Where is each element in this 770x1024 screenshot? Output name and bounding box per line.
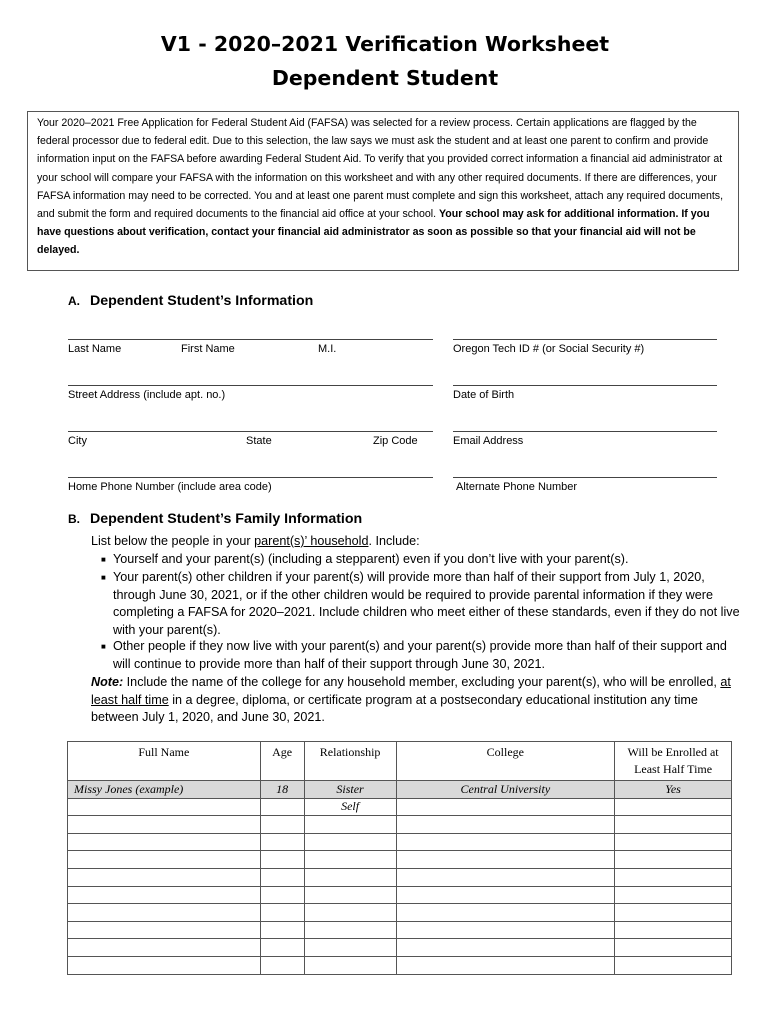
table-cell[interactable] — [68, 816, 261, 834]
header-full-name: Full Name — [68, 742, 261, 781]
last-name-label: Last Name — [68, 343, 122, 355]
table-cell[interactable] — [615, 868, 732, 886]
note-pre: Include the name of the college for any household member, excluding your parent(s), who will be enrolled, — [123, 675, 721, 689]
email-line[interactable] — [453, 431, 717, 432]
table-cell[interactable] — [304, 886, 396, 904]
section-b-letter: B. — [68, 512, 80, 526]
state-label: State — [246, 435, 272, 447]
table-cell[interactable] — [260, 921, 304, 939]
intro-box — [27, 111, 739, 271]
table-cell[interactable] — [68, 798, 261, 816]
table-cell[interactable] — [304, 904, 396, 922]
table-cell[interactable] — [304, 956, 396, 974]
table-cell[interactable] — [396, 921, 615, 939]
table-cell[interactable] — [396, 939, 615, 957]
bullet-square-icon: ■ — [101, 642, 106, 651]
table-cell[interactable] — [68, 956, 261, 974]
self-relationship: Self — [304, 798, 396, 816]
table-row[interactable] — [68, 939, 732, 957]
header-college: College — [396, 742, 615, 781]
table-cell[interactable] — [304, 939, 396, 957]
bullet-square-icon: ■ — [101, 573, 106, 582]
table-cell[interactable] — [260, 956, 304, 974]
table-row[interactable] — [68, 868, 732, 886]
lead-post: . Include: — [368, 534, 420, 548]
intro-bold-text-2: . If you have questions about verification, contact your financial aid administrator as soon as possible so that your financial aid will not be delayed. — [37, 208, 710, 257]
section-a-title: Dependent Student’s Information — [90, 293, 314, 309]
table-row[interactable] — [68, 921, 732, 939]
table-cell[interactable] — [615, 851, 732, 869]
table-cell[interactable] — [304, 816, 396, 834]
table-cell[interactable] — [260, 939, 304, 957]
table-row[interactable] — [68, 904, 732, 922]
section-a-heading — [68, 293, 313, 309]
example-relationship: Sister — [304, 781, 396, 799]
table-cell[interactable] — [260, 886, 304, 904]
zip-label: Zip Code — [373, 435, 418, 447]
example-age: 18 — [260, 781, 304, 799]
note-underline: at least half time — [91, 675, 731, 707]
header-enrolled: Will be Enrolled at Least Half Time — [615, 742, 732, 781]
table-cell[interactable] — [304, 921, 396, 939]
header-age: Age — [260, 742, 304, 781]
table-row[interactable] — [68, 833, 732, 851]
first-name-label: First Name — [181, 343, 235, 355]
table-header-row — [68, 742, 732, 781]
bullet-3-text: Other people if they now live with your parent(s) and your parent(s) provide more than half of their support and will continue to provide more than half of their support through June 30, 2021. — [113, 639, 727, 671]
table-cell[interactable] — [68, 851, 261, 869]
table-cell[interactable] — [68, 921, 261, 939]
table-cell[interactable] — [396, 851, 615, 869]
home-phone-line[interactable] — [68, 477, 433, 478]
dob-line[interactable] — [453, 385, 717, 386]
email-label: Email Address — [453, 435, 524, 447]
alt-phone-label: Alternate Phone Number — [456, 481, 578, 493]
table-cell[interactable] — [260, 904, 304, 922]
table-cell[interactable] — [396, 798, 615, 816]
table-row[interactable] — [68, 956, 732, 974]
table-cell[interactable] — [396, 816, 615, 834]
home-phone-label: Home Phone Number (include area code) — [68, 481, 272, 493]
table-cell[interactable] — [615, 904, 732, 922]
bullet-2-text: Your parent(s) other children if your parent(s) will provide more than half of their support from July 1, 2020, through June 30, 2021, or if the other children would be required to provide parental information if they were completing a FAFSA for 2020–2021. Include children who meet either of these standards, even if they do not live with your parent(s). — [113, 570, 740, 637]
table-cell[interactable] — [68, 833, 261, 851]
table-cell[interactable] — [615, 886, 732, 904]
table-cell[interactable] — [396, 868, 615, 886]
name-line[interactable] — [68, 339, 433, 340]
table-row-example — [68, 781, 732, 799]
table-cell[interactable] — [68, 868, 261, 886]
table-cell[interactable] — [304, 868, 396, 886]
note-label: Note: — [91, 675, 124, 689]
table-cell[interactable] — [260, 816, 304, 834]
id-line[interactable] — [453, 339, 717, 340]
table-cell[interactable] — [396, 886, 615, 904]
table-cell[interactable] — [615, 956, 732, 974]
section-b-lead — [91, 533, 741, 551]
table-cell[interactable] — [615, 798, 732, 816]
table-cell[interactable] — [68, 904, 261, 922]
header-relationship: Relationship — [304, 742, 396, 781]
table-row[interactable] — [68, 816, 732, 834]
section-b-title: Dependent Student’s Family Information — [90, 511, 363, 527]
note-paragraph — [91, 674, 741, 727]
page-subtitle: Dependent Student — [271, 66, 499, 90]
section-a-letter: A. — [68, 294, 80, 308]
bullet-1-text: Yourself and your parent(s) (including a stepparent) even if you don’t live with your parent(s). — [113, 552, 629, 566]
dob-label: Date of Birth — [453, 389, 515, 401]
table-cell[interactable] — [396, 904, 615, 922]
section-b-heading — [68, 511, 362, 527]
table-cell[interactable] — [260, 868, 304, 886]
table-row[interactable] — [68, 886, 732, 904]
table-cell[interactable] — [615, 921, 732, 939]
mi-label: M.I. — [318, 343, 337, 355]
table-cell[interactable] — [615, 833, 732, 851]
table-row[interactable] — [68, 798, 732, 816]
lead-pre: List below the people in your — [91, 534, 255, 548]
id-label: Oregon Tech ID # (or Social Security #) — [453, 343, 645, 355]
note-post: in a degree, diploma, or certificate program at a postsecondary educational institution any time between July 1, 2020, and June 30, 2021. — [91, 692, 698, 725]
city-label: City — [68, 435, 87, 447]
table-cell[interactable] — [304, 851, 396, 869]
household-table — [67, 741, 732, 975]
table-cell[interactable] — [615, 816, 732, 834]
table-cell[interactable] — [396, 833, 615, 851]
example-enrolled: Yes — [615, 781, 732, 799]
example-college: Central University — [396, 781, 615, 799]
intro-bold-text: Your school may ask for additional information — [439, 208, 676, 221]
page-title: V1 - 2020–2021 Verification Worksheet — [160, 32, 610, 56]
table-cell[interactable] — [396, 956, 615, 974]
table-cell[interactable] — [260, 851, 304, 869]
table-cell[interactable] — [260, 833, 304, 851]
table-cell[interactable] — [304, 833, 396, 851]
city-line[interactable] — [68, 431, 433, 432]
alt-phone-line[interactable] — [453, 477, 717, 478]
table-cell[interactable] — [615, 939, 732, 957]
lead-underline: parent(s)’ household — [254, 534, 369, 548]
street-label: Street Address (include apt. no.) — [68, 389, 226, 401]
example-name: Missy Jones (example) — [68, 781, 261, 799]
table-cell[interactable] — [260, 798, 304, 816]
table-row[interactable] — [68, 851, 732, 869]
street-line[interactable] — [68, 385, 433, 386]
table-cell[interactable] — [68, 886, 261, 904]
bullet-square-icon: ■ — [101, 555, 106, 564]
intro-text: Your 2020–2021 Free Application for Federal Student Aid (FAFSA) was selected for a review process. Certain applications are flagged by the federal processor due to federal edit. Due to this selection, the law says we must ask the student and at least one parent to confirm and provide information input on the FAFSA before awarding Federal Student Aid. To verify that you provided correct information a financial aid administrator at your school will compare your FAFSA with the information on this worksheet and with any other required documents. If there are differences, your FAFSA information may need to be corrected. You and at least one parent must complete and sign this worksheet, attach any required documents, and submit the form and required documents to the financial aid office at your school. — [37, 117, 724, 221]
table-cell[interactable] — [68, 939, 261, 957]
